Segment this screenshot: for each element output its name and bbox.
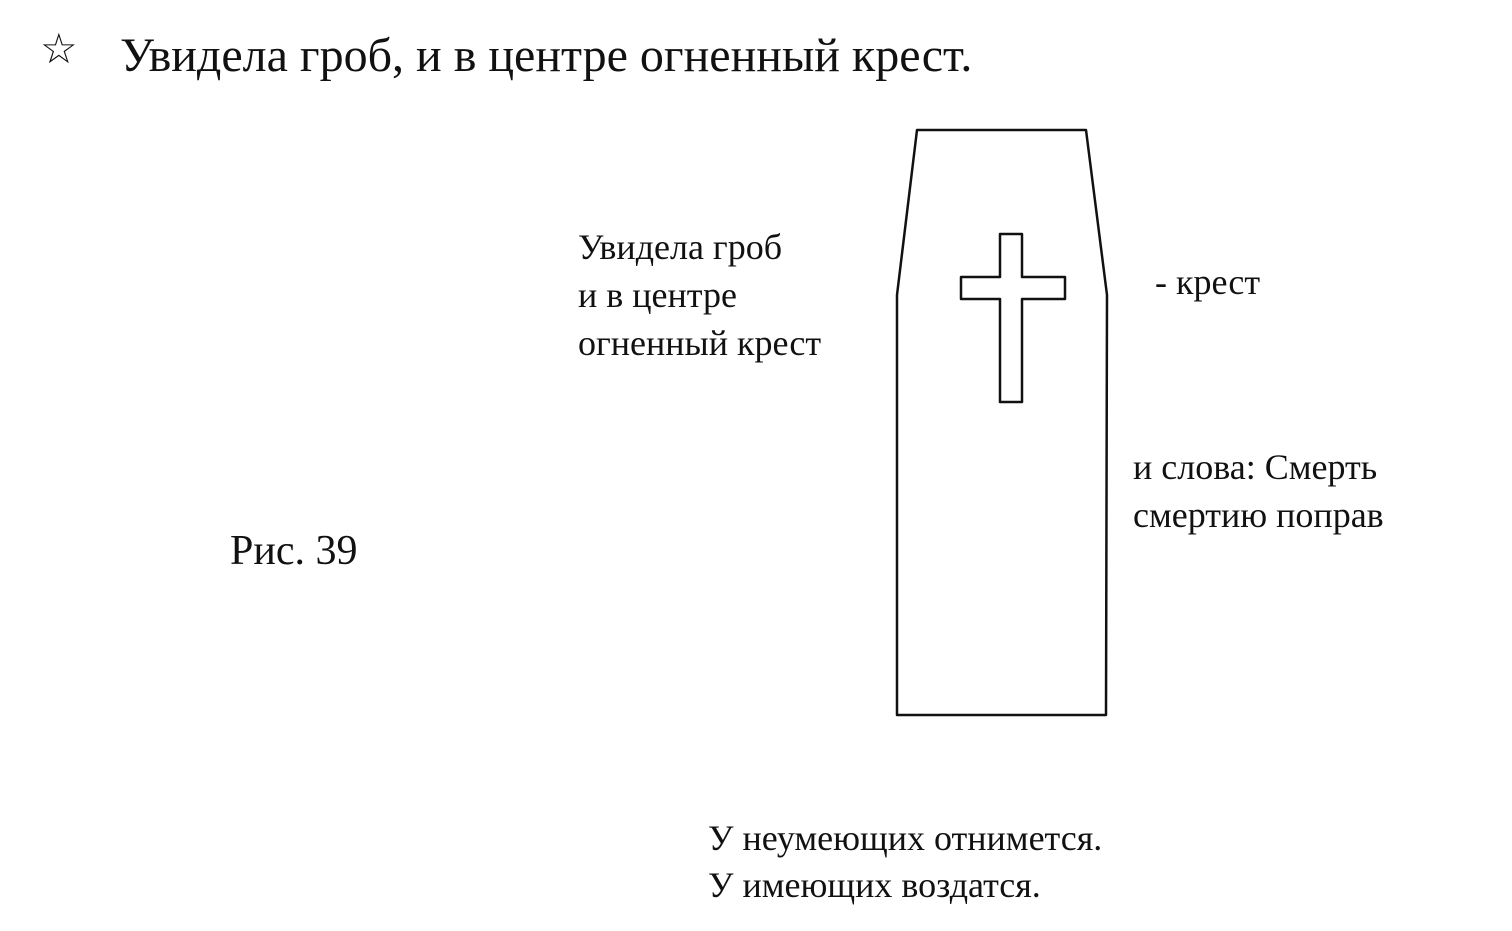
cross-icon [961,234,1065,402]
heading: Увидела гроб, и в центре огненный крест. [120,29,973,82]
cross-label: - крест [1155,262,1261,302]
coffin-outline [897,130,1107,715]
star-icon: ☆ [40,24,78,73]
coffin-drawing [880,118,1130,728]
left-caption: Увидела гроб и в центре огненный крест [578,227,822,363]
words-label: и слова: Смерть смертию поправ [1133,447,1384,535]
bottom-text: У неумеющих отнимется. У имеющих воздатся. [708,818,1103,905]
figure-caption: Рис. 39 [230,528,358,574]
